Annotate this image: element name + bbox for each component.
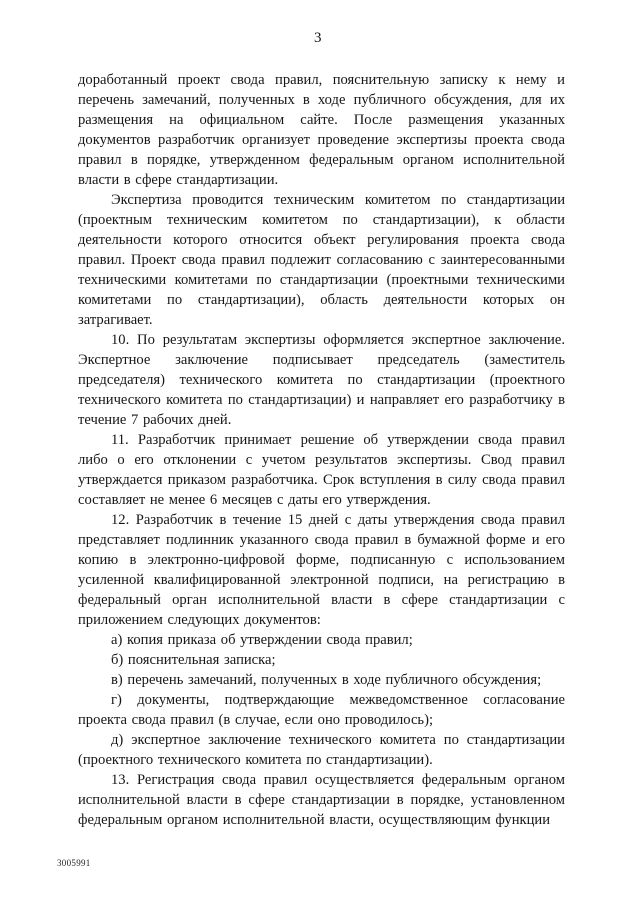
- list-subitem-v: в) перечень замечаний, полученных в ходе публичного обсуждения;: [111, 672, 542, 688]
- list-subitem-d: д) экспертное заключение технического комитета по стандартизации (проектного технического комитета по стандартизации).: [78, 732, 565, 768]
- page-number: 3: [314, 30, 322, 46]
- typographic-order-code: 3005991: [57, 858, 91, 868]
- list-subitem-g: г) документы, подтверждающие межведомственное согласование проекта свода правил (в случае, если оно проводилось);: [78, 692, 565, 728]
- paragraph-item-13: 13. Регистрация свода правил осуществляется федеральным органом исполнительной власти в сфере стандартизации в порядке, установленном федеральным органом исполнительной власти, осуществляющим функции: [78, 772, 565, 828]
- list-subitem-b: б) пояснительная записка;: [111, 652, 276, 668]
- paragraph-continuation: доработанный проект свода правил, пояснительную записку к нему и перечень замечаний, полученных в ходе публичного обсуждения, для их размещения на официальном сайте. После размещения указанных документов разработчик организует проведение экспертизы проекта свода правил в порядке, утвержденном федеральным органом исполнительной власти в сфере стандартизации.: [78, 72, 565, 188]
- list-subitem-a: а) копия приказа об утверждении свода правил;: [111, 632, 413, 648]
- paragraph-item-12: 12. Разработчик в течение 15 дней с даты утверждения свода правил представляет подлинник указанного свода правил в бумажной форме и его копию в электронно-цифровой форме, подписанную с использованием усиленной квалифицированной электронной подписи, на регистрацию в федеральный орган исполнительной власти в сфере стандартизации с приложением следующих документов:: [78, 512, 565, 628]
- paragraph-item-10: 10. По результатам экспертизы оформляется экспертное заключение. Экспертное заключение подписывает председатель (заместитель председателя) технического комитета по стандартизации (проектного технического комитета по стандартизации) и направляет его разработчику в течение 7 рабочих дней.: [78, 332, 565, 428]
- paragraph-item-11: 11. Разработчик принимает решение об утверждении свода правил либо о его отклонении с учетом результатов экспертизы. Свод правил утверждается приказом разработчика. Срок вступления в силу свода правил составляет не менее 6 месяцев с даты его утверждения.: [78, 432, 565, 508]
- document-text-block: [78, 70, 565, 830]
- paragraph-expertiza: Экспертиза проводится техническим комитетом по стандартизации (проектным техническим комитетом по стандартизации), к области деятельности которого относится объект регулирования проекта свода правил. Проект свода правил подлежит согласованию с заинтересованными техническими комитетами по стандартизации (проектными техническими комитетами по стандартизации), область деятельности которых он затрагивает.: [78, 192, 565, 328]
